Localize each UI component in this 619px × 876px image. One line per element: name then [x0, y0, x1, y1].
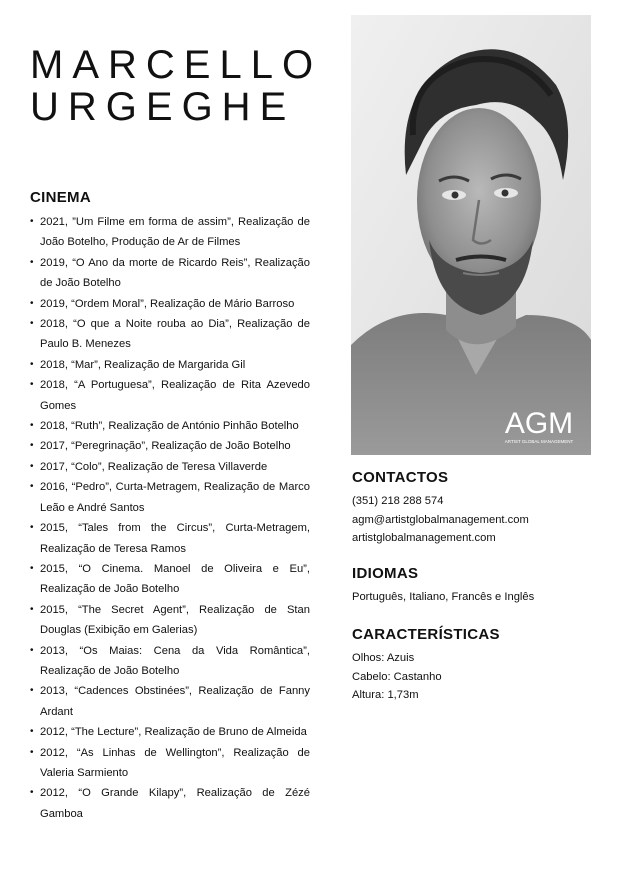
film-item: • 2015, “O Cinema. Manoel de Oliveira e Eu”, Realização de João Botelho [30, 559, 310, 600]
first-name: MARCELLO [30, 43, 323, 87]
email-address: agm@artistglobalmanagement.com [352, 513, 529, 526]
film-item: • 2012, “O Grande Kilapy”, Realização de Zézé Gamboa [30, 783, 310, 824]
film-item: • 2013, “Cadences Obstinées”, Realização de Fanny Ardant [30, 681, 310, 722]
agm-logo: AGM [504, 407, 574, 440]
languages-heading: IDIOMAS [352, 565, 419, 582]
features-heading: CARACTERÍSTICAS [352, 626, 500, 643]
film-item: • 2018, “Ruth”, Realização de António Pinhão Botelho [30, 416, 310, 436]
film-item: • 2012, “As Linhas de Wellington”, Realização de Valeria Sarmiento [30, 743, 310, 784]
film-item: • 2018, “Mar”, Realização de Margarida Gil [30, 355, 310, 375]
portrait-photo [351, 15, 591, 455]
last-name: URGEGHE [30, 85, 296, 129]
film-item: • 2021, ”Um Filme em forma de assim”, Realização de João Botelho, Produção de Ar de Filmes [30, 212, 310, 253]
film-item: • 2018, “O que a Noite rouba ao Dia”, Realização de Paulo B. Menezes [30, 314, 310, 355]
website-link: artistglobalmanagement.com [352, 532, 496, 544]
height: Altura: 1,73m [352, 689, 419, 701]
contacts-section [352, 469, 602, 548]
film-item: • 2016, “Pedro”, Curta-Metragem, Realização de Marco Leão e André Santos [30, 477, 310, 518]
film-item: • 2012, “The Lecture”, Realização de Bruno de Almeida [30, 722, 310, 742]
phone-number: (351) 218 288 574 [352, 495, 444, 507]
film-item: • 2013, “Os Maias: Cena da Vida Romântica”, Realização de João Botelho [30, 641, 310, 682]
filmography-list [30, 212, 310, 824]
film-item: • 2017, “Colo”, Realização de Teresa Villaverde [30, 457, 310, 477]
film-item: • 2019, “Ordem Moral”, Realização de Mário Barroso [30, 294, 310, 314]
film-item: • 2015, “Tales from the Circus”, Curta-Metragem, Realização de Teresa Ramos [30, 518, 310, 559]
hair-color: Cabelo: Castanho [352, 670, 442, 683]
features-section [352, 626, 602, 705]
film-item: • 2018, “A Portuguesa”, Realização de Rita Azevedo Gomes [30, 375, 310, 416]
languages-section [352, 565, 602, 607]
contacts-heading: CONTACTOS [352, 469, 449, 486]
actor-name [30, 44, 322, 128]
film-item: • 2017, “Peregrinação”, Realização de João Botelho [30, 436, 310, 456]
eye-color: Olhos: Azuis [352, 652, 415, 664]
film-item: • 2019, “O Ano da morte de Ricardo Reis”, Realização de João Botelho [30, 253, 310, 294]
cinema-heading: CINEMA [30, 189, 91, 206]
languages-text: Português, Italiano, Francês e Inglês [352, 591, 535, 603]
film-item: • 2015, “The Secret Agent”, Realização de Stan Douglas (Exibição em Galerias) [30, 600, 310, 641]
agm-logo-subtext: ARTIST GLOBAL MANAGEMENT [504, 439, 574, 444]
